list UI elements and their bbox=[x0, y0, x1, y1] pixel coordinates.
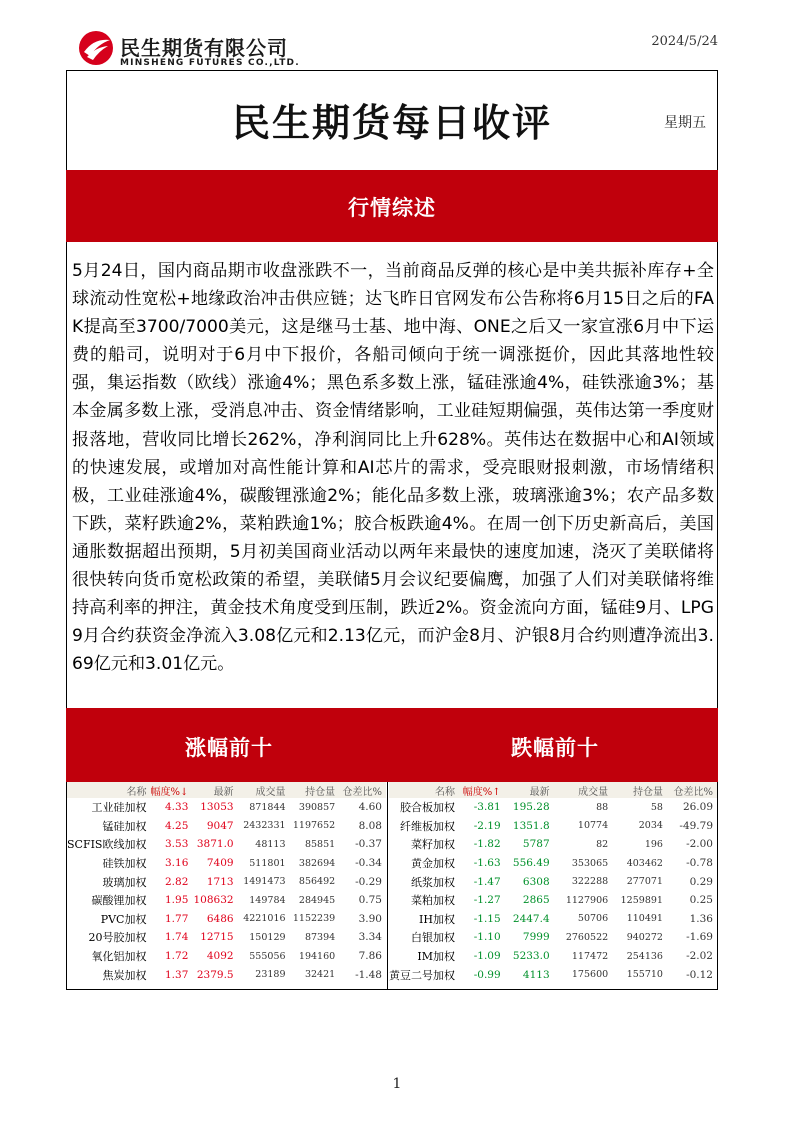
cell-latest: 13053 bbox=[200, 801, 234, 814]
cell-volume: 322288 bbox=[571, 876, 609, 888]
table-row[interactable] bbox=[67, 817, 386, 836]
cell-change: 1.95 bbox=[165, 894, 189, 907]
cell-name: SCFIS欧线加权 bbox=[67, 838, 147, 852]
table-row[interactable] bbox=[389, 872, 717, 891]
cell-change: 1.72 bbox=[165, 950, 189, 963]
gainers-table bbox=[67, 782, 386, 984]
company-logo bbox=[78, 28, 318, 74]
table-row[interactable] bbox=[389, 891, 717, 910]
cell-latest: 7409 bbox=[206, 857, 234, 870]
cell-latest: 195.28 bbox=[512, 801, 550, 814]
cell-oi-diff: -2.02 bbox=[686, 950, 713, 963]
col-header-change[interactable]: 幅度%↑ bbox=[459, 782, 505, 798]
cell-volume: 50706 bbox=[577, 913, 609, 925]
cell-oi-diff: 26.09 bbox=[682, 801, 713, 814]
page-title: 民生期货每日收评 bbox=[231, 101, 552, 145]
cell-name: 工业硅加权 bbox=[91, 801, 147, 815]
cell-name: 纤维板加权 bbox=[400, 819, 455, 833]
cell-volume: 88 bbox=[596, 801, 609, 813]
table-row[interactable] bbox=[389, 798, 717, 817]
table-row[interactable] bbox=[67, 798, 386, 817]
cell-volume: 4221016 bbox=[243, 913, 286, 925]
cell-change: -1.27 bbox=[473, 894, 501, 907]
table-divider bbox=[387, 782, 388, 990]
cell-change: -0.99 bbox=[473, 968, 501, 981]
cell-latest: 5787 bbox=[522, 838, 550, 851]
cell-volume: 353065 bbox=[571, 857, 609, 869]
cell-name: IH加权 bbox=[419, 912, 455, 926]
cell-change: -1.09 bbox=[473, 950, 501, 963]
cell-volume: 1491473 bbox=[243, 876, 286, 888]
cell-change: -1.63 bbox=[473, 857, 501, 870]
cell-oi-diff: -0.12 bbox=[686, 968, 713, 981]
cell-oi-diff: -0.37 bbox=[355, 838, 382, 851]
table-row[interactable] bbox=[67, 910, 386, 929]
table-row[interactable] bbox=[389, 928, 717, 947]
col-header-change[interactable]: 幅度%↓ bbox=[150, 782, 192, 798]
table-row[interactable] bbox=[67, 872, 386, 891]
cell-latest: 556.49 bbox=[512, 857, 550, 870]
cell-oi-diff: 0.29 bbox=[689, 875, 713, 888]
cell-latest: 6308 bbox=[522, 875, 550, 888]
cell-open-interest: 940272 bbox=[626, 931, 663, 943]
table-row[interactable] bbox=[389, 835, 717, 854]
cell-oi-diff: 3.90 bbox=[358, 912, 382, 925]
cell-change: -1.82 bbox=[473, 838, 501, 851]
cell-open-interest: 284945 bbox=[298, 894, 336, 906]
col-header-open-interest: 持仓量 bbox=[290, 782, 340, 798]
cell-name: 白银加权 bbox=[411, 931, 455, 945]
cell-volume: 117472 bbox=[571, 950, 609, 962]
cell-latest: 5233.0 bbox=[512, 950, 550, 963]
cell-volume: 511801 bbox=[249, 857, 286, 869]
table-row[interactable] bbox=[389, 965, 717, 984]
cell-open-interest: 1259891 bbox=[620, 894, 663, 906]
cell-latest: 1713 bbox=[206, 875, 234, 888]
cell-name: PVC加权 bbox=[100, 912, 147, 926]
cell-volume: 871844 bbox=[249, 801, 286, 813]
cell-change: 2.82 bbox=[165, 875, 189, 888]
cell-oi-diff: 1.36 bbox=[689, 912, 713, 925]
cell-volume: 2432331 bbox=[243, 820, 286, 832]
cell-name: 菜粕加权 bbox=[411, 894, 455, 908]
cell-latest: 7999 bbox=[522, 931, 550, 944]
cell-oi-diff: -1.48 bbox=[355, 968, 382, 981]
cell-name: 胶合板加权 bbox=[400, 801, 455, 815]
cell-latest: 108632 bbox=[193, 894, 234, 907]
cell-latest: 2379.5 bbox=[196, 968, 234, 981]
cell-name: 氧化铝加权 bbox=[91, 950, 147, 964]
company-name-en: MINSHENG FUTURES CO.,LTD. bbox=[120, 58, 300, 68]
cell-oi-diff: 0.25 bbox=[689, 894, 713, 907]
cell-open-interest: 85851 bbox=[304, 838, 336, 850]
title-row bbox=[66, 70, 718, 170]
overview-banner bbox=[66, 170, 718, 242]
overview-heading: 行情综述 bbox=[348, 196, 436, 220]
cell-volume: 555056 bbox=[249, 950, 286, 962]
cell-change: 3.16 bbox=[165, 857, 189, 870]
cell-latest: 4113 bbox=[522, 968, 550, 981]
cell-open-interest: 32421 bbox=[304, 969, 336, 981]
minsheng-logo-icon bbox=[78, 30, 114, 66]
cell-volume: 175600 bbox=[571, 969, 609, 981]
cell-volume: 10774 bbox=[577, 820, 609, 832]
cell-oi-diff: 8.08 bbox=[358, 819, 382, 832]
cell-oi-diff: -49.79 bbox=[679, 819, 713, 832]
cell-name: 黄金加权 bbox=[411, 857, 455, 871]
col-header-volume: 成交量 bbox=[238, 782, 290, 798]
cell-volume: 150129 bbox=[249, 931, 286, 943]
cell-volume: 1127906 bbox=[565, 894, 609, 906]
col-header-latest: 最新 bbox=[192, 782, 237, 798]
cell-change: -1.47 bbox=[473, 875, 501, 888]
cell-open-interest: 856492 bbox=[298, 876, 336, 888]
rankings-banner bbox=[66, 708, 718, 782]
cell-name: 黄豆二号加权 bbox=[389, 968, 455, 982]
cell-change: 3.53 bbox=[165, 838, 189, 851]
cell-change: -1.10 bbox=[473, 931, 501, 944]
col-header-latest: 最新 bbox=[505, 782, 554, 798]
cell-name: 纸浆加权 bbox=[411, 875, 455, 889]
cell-latest: 9047 bbox=[206, 819, 234, 832]
cell-oi-diff: -0.29 bbox=[355, 875, 382, 888]
company-name-cn: 民生期货有限公司 bbox=[120, 36, 288, 60]
cell-latest: 1351.8 bbox=[512, 819, 550, 832]
cell-name: 硅铁加权 bbox=[102, 857, 147, 871]
cell-oi-diff: -1.69 bbox=[686, 931, 713, 944]
cell-latest: 4092 bbox=[206, 950, 234, 963]
table-row[interactable] bbox=[67, 854, 386, 873]
cell-open-interest: 254136 bbox=[626, 950, 663, 962]
losers-table bbox=[389, 782, 717, 984]
cell-name: 菜籽加权 bbox=[411, 838, 455, 852]
cell-open-interest: 110491 bbox=[626, 913, 663, 925]
cell-open-interest: 87394 bbox=[304, 931, 336, 943]
cell-change: 1.77 bbox=[165, 912, 189, 925]
table-header-row bbox=[389, 782, 717, 798]
cell-open-interest: 1152239 bbox=[292, 913, 336, 925]
cell-open-interest: 155710 bbox=[626, 969, 663, 981]
cell-name: 碳酸锂加权 bbox=[91, 894, 147, 908]
cell-open-interest: 196 bbox=[644, 838, 663, 850]
cell-change: 1.74 bbox=[165, 931, 189, 944]
table-row[interactable] bbox=[389, 947, 717, 966]
cell-change: 1.37 bbox=[165, 968, 189, 981]
cell-open-interest: 382694 bbox=[298, 857, 336, 869]
cell-open-interest: 58 bbox=[650, 801, 663, 813]
cell-oi-diff: -0.78 bbox=[686, 857, 713, 870]
table-row[interactable] bbox=[389, 854, 717, 873]
cell-volume: 149784 bbox=[249, 894, 286, 906]
cell-name: 20号胶加权 bbox=[88, 931, 147, 945]
cell-open-interest: 277071 bbox=[626, 876, 663, 888]
cell-name: 焦炭加权 bbox=[102, 968, 147, 982]
table-row[interactable] bbox=[389, 910, 717, 929]
cell-latest: 2447.4 bbox=[512, 912, 550, 925]
cell-volume: 2760522 bbox=[565, 931, 609, 943]
table-row[interactable] bbox=[67, 965, 386, 984]
cell-change: 4.33 bbox=[165, 801, 189, 814]
table-row[interactable] bbox=[67, 891, 386, 910]
cell-open-interest: 194160 bbox=[298, 950, 336, 962]
cell-change: -3.81 bbox=[473, 801, 501, 814]
cell-change: 4.25 bbox=[165, 819, 189, 832]
cell-oi-diff: 4.60 bbox=[358, 801, 382, 814]
col-header-name: 名称 bbox=[389, 782, 459, 798]
market-summary-text: 5月24日，国内商品期市收盘涨跌不一，当前商品反弹的核心是中美共振补库存+全球流动性宽松+地缘政治冲击供应链；达飞昨日官网发布公告称将6月15日之后的FAK提高至3700/7000美元，这是继马士基、地中海、ONE之后又一家宣涨6月中下运费的船司，说明对于6月中下报价，各船司倾向于统一调涨挺价，因此其落地性较强，集运指数（欧线）涨逾4%；黑色系多数上涨，锰硅涨逾4%，硅铁涨逾3%；基本金属多数上涨，受消息冲击、资金情绪影响，工业硅短期偏强，英伟达第一季度财报落地，营收同比增长262%，净利润同比上升628%。英伟达在数据中心和AI领域的快速发展，或增加对高性能计算和AI芯片的需求，受亮眼财报刺激，市场情绪积极，工业硅涨逾4%，碳酸锂涨逾2%；能化品多数上涨，玻璃涨逾3%；农产品多数下跌，菜籽跌逾2%，菜粕跌逾1%；胶合板跌逾4%。在周一创下历史新高后，美国通胀数据超出预期，5月初美国商业活动以两年来最快的速度加速，浇灭了美联储将很快转向货币宽松政策的希望，美联储5月会议纪要偏鹰，加强了人们对美联储将维持高利率的押注，黄金技术角度受到压制，跌近2%。资金流向方面，锰硅9月、LPG 9月合约获资金净流入3.08亿元和2.13亿元，而沪金8月、沪银8月合约则遭净流出3.69亿元和3.01亿元。 bbox=[72, 261, 714, 675]
cell-latest: 12715 bbox=[200, 931, 234, 944]
cell-open-interest: 1197652 bbox=[292, 820, 336, 832]
cell-oi-diff: 3.34 bbox=[358, 931, 382, 944]
losers-heading: 跌幅前十 bbox=[511, 736, 599, 760]
report-date: 2024/5/24 bbox=[651, 34, 718, 49]
gainers-heading: 涨幅前十 bbox=[185, 736, 273, 760]
cell-change: -1.15 bbox=[473, 912, 501, 925]
page-number: 1 bbox=[392, 1076, 402, 1092]
col-header-open-interest: 持仓量 bbox=[612, 782, 667, 798]
cell-volume: 23189 bbox=[255, 969, 286, 981]
weekday-label: 星期五 bbox=[664, 115, 706, 131]
cell-name: 锰硅加权 bbox=[102, 819, 147, 833]
col-header-oi-diff: 仓差比% bbox=[667, 782, 717, 798]
cell-volume: 82 bbox=[596, 838, 609, 850]
cell-latest: 6486 bbox=[206, 912, 234, 925]
cell-open-interest: 390857 bbox=[298, 801, 336, 813]
cell-volume: 48113 bbox=[255, 838, 286, 850]
cell-open-interest: 2034 bbox=[638, 820, 663, 832]
cell-oi-diff: 0.75 bbox=[358, 894, 382, 907]
cell-name: 玻璃加权 bbox=[102, 875, 147, 889]
table-row[interactable] bbox=[67, 835, 386, 854]
cell-oi-diff: -0.34 bbox=[355, 857, 382, 870]
cell-oi-diff: 7.86 bbox=[358, 950, 382, 963]
cell-oi-diff: -2.00 bbox=[686, 838, 713, 851]
cell-latest: 2865 bbox=[522, 894, 550, 907]
col-header-oi-diff: 仓差比% bbox=[339, 782, 386, 798]
table-row[interactable] bbox=[389, 817, 717, 836]
cell-open-interest: 403462 bbox=[626, 857, 663, 869]
cell-name: IM加权 bbox=[417, 950, 455, 964]
table-row[interactable] bbox=[67, 928, 386, 947]
table-header-row bbox=[67, 782, 386, 798]
cell-latest: 3871.0 bbox=[196, 838, 234, 851]
cell-change: -2.19 bbox=[473, 819, 501, 832]
col-header-volume: 成交量 bbox=[554, 782, 613, 798]
table-row[interactable] bbox=[67, 947, 386, 966]
col-header-name: 名称 bbox=[67, 782, 150, 798]
